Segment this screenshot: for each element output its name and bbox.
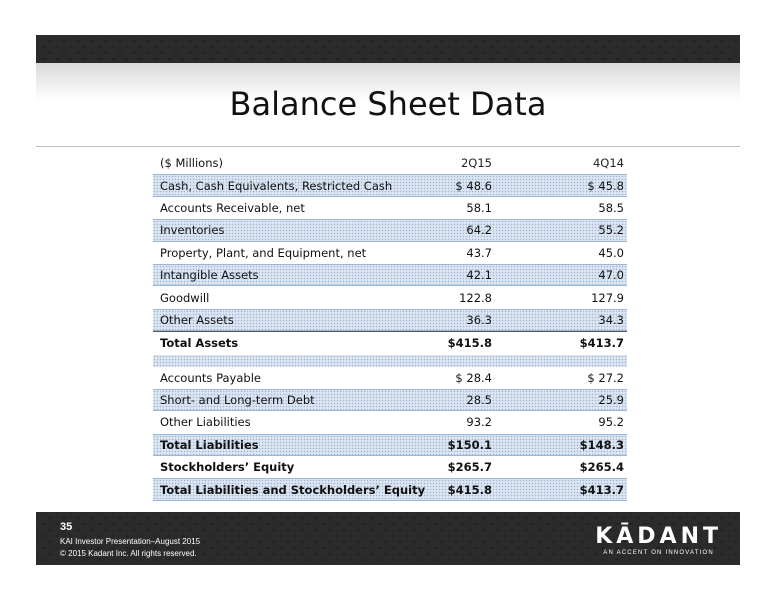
row-label: Accounts Payable xyxy=(160,370,261,385)
table-row xyxy=(153,286,627,308)
logo-wordmark: KĀDANT xyxy=(595,524,722,549)
row-label: Property, Plant, and Equipment, net xyxy=(160,245,367,260)
row-label: Total Liabilities and Stockholders’ Equity xyxy=(160,482,426,497)
logo-tagline: AN ACCENT ON INNOVATION xyxy=(603,550,714,556)
row-value-4q14: 58.5 xyxy=(598,200,624,215)
row-value-2q15: $ 28.4 xyxy=(455,370,492,385)
row-value-4q14: $413.7 xyxy=(579,482,624,497)
row-label: Total Assets xyxy=(160,336,239,351)
kadant-logo xyxy=(595,524,722,556)
row-value-4q14: 47.0 xyxy=(598,268,624,283)
table-row xyxy=(153,174,627,196)
row-value-4q14: $413.7 xyxy=(579,336,624,351)
row-value-2q15: 64.2 xyxy=(466,223,492,238)
row-value-4q14: 95.2 xyxy=(598,415,624,430)
column-header-4q14: 4Q14 xyxy=(592,156,624,171)
row-value-2q15: $265.7 xyxy=(447,460,492,475)
table-row xyxy=(153,219,627,241)
row-value-4q14: 45.0 xyxy=(598,245,624,260)
row-value-4q14: 34.3 xyxy=(598,312,624,327)
row-value-2q15: 122.8 xyxy=(459,290,492,305)
row-label: Accounts Receivable, net xyxy=(160,200,305,215)
page-number: 35 xyxy=(60,521,73,533)
row-label: Other Liabilities xyxy=(160,415,251,430)
table-row xyxy=(153,309,627,331)
top-hex-band xyxy=(36,35,740,63)
table-row xyxy=(153,197,627,219)
footer-presentation-title: KAI Investor Presentation–August 2015 xyxy=(60,537,201,546)
section-separator xyxy=(153,355,627,367)
table-row xyxy=(153,411,627,433)
row-label: Intangible Assets xyxy=(160,268,259,283)
row-label: Other Assets xyxy=(160,312,234,327)
table-row xyxy=(153,367,627,389)
row-value-2q15: 36.3 xyxy=(466,312,492,327)
table-row-stockholders-equity xyxy=(153,456,627,478)
row-value-2q15: $415.8 xyxy=(447,482,492,497)
row-value-4q14: $ 27.2 xyxy=(587,370,624,385)
row-label: Inventories xyxy=(160,223,225,238)
column-header-2q15: 2Q15 xyxy=(460,156,492,171)
table-row xyxy=(153,242,627,264)
row-label: Short- and Long-term Debt xyxy=(160,393,315,408)
row-label: Total Liabilities xyxy=(160,437,259,452)
row-value-4q14: $265.4 xyxy=(579,460,624,475)
slide-title: Balance Sheet Data xyxy=(229,85,547,123)
row-value-2q15: $415.8 xyxy=(447,336,492,351)
row-value-4q14: 127.9 xyxy=(591,290,624,305)
row-value-4q14: 55.2 xyxy=(598,223,624,238)
row-value-2q15: 93.2 xyxy=(466,415,492,430)
row-value-4q14: 25.9 xyxy=(598,393,624,408)
footer-copyright: © 2015 Kadant Inc. All rights reserved. xyxy=(60,549,197,558)
row-value-4q14: $148.3 xyxy=(579,437,624,452)
slide-footer xyxy=(36,512,740,565)
table-row-total-liabilities xyxy=(153,434,627,456)
title-divider xyxy=(36,146,740,147)
table-row-total-assets xyxy=(153,331,627,354)
table-row-total-liabilities-equity xyxy=(153,478,627,500)
table-row xyxy=(153,389,627,411)
row-value-2q15: $ 48.6 xyxy=(455,178,492,193)
row-value-2q15: 58.1 xyxy=(466,200,492,215)
row-value-2q15: 42.1 xyxy=(466,268,492,283)
slide xyxy=(36,35,740,565)
row-value-2q15: $150.1 xyxy=(447,437,492,452)
balance-sheet-table xyxy=(153,152,627,501)
row-label: Goodwill xyxy=(160,290,210,305)
row-value-2q15: 43.7 xyxy=(466,245,492,260)
table-header-row xyxy=(153,152,627,174)
row-value-2q15: 28.5 xyxy=(466,393,492,408)
row-label: Cash, Cash Equivalents, Restricted Cash xyxy=(160,178,393,193)
row-label: Stockholders’ Equity xyxy=(160,460,295,475)
row-value-4q14: $ 45.8 xyxy=(587,178,624,193)
table-row xyxy=(153,264,627,286)
units-label: ($ Millions) xyxy=(160,156,223,171)
